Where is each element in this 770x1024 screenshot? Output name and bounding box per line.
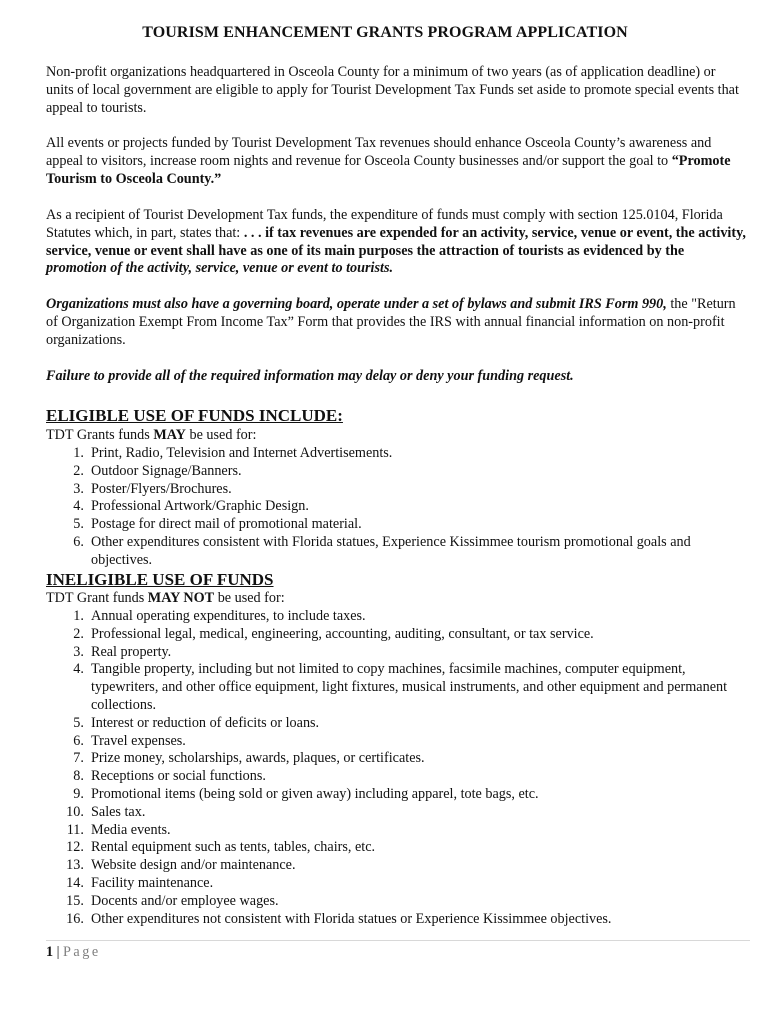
footer-separator: | (53, 944, 64, 960)
list-item-number: 1. (73, 608, 91, 624)
list-item-text: Other expenditures consistent with Florida statues, Experience Kissimmee tourism promotional goals and objectives. (91, 533, 691, 568)
list-item-number: 2. (73, 462, 91, 479)
list-item-text: Rental equipment such as tents, tables, chairs, etc. (91, 839, 376, 856)
ineligible-heading: INELIGIBLE USE OF FUNDS (46, 570, 274, 589)
list-item (46, 893, 746, 911)
list-item (46, 733, 746, 751)
list-item-text: Sales tax. (91, 803, 146, 820)
governance-text: the "Return of Organization Exempt From Income Tax” Form that provides the IRS with annual financial information on non-profit organizations. (46, 296, 736, 348)
list-item (46, 715, 746, 733)
list-item-text: Media events. (91, 821, 171, 838)
list-item (46, 839, 746, 857)
list-item-number: 8. (73, 768, 91, 785)
list-item-number: 3. (73, 643, 91, 660)
list-item-number: 12. (66, 839, 91, 856)
list-item-text: Prize money, scholarships, awards, plaques, or certificates. (91, 750, 425, 767)
list-item-text: Print, Radio, Television and Internet Advertisements. (91, 445, 393, 461)
list-item (46, 463, 746, 481)
eligibility-paragraph: Non-profit organizations headquartered in Osceola County for a minimum of two years (as of application deadline) or units of local government are eligible to apply for Tourist Development Tax Funds set aside to promote special events that appeal to tourists. (46, 64, 739, 116)
list-item-number: 9. (73, 785, 91, 802)
list-item (46, 786, 746, 804)
list-item-number: 16. (66, 910, 91, 927)
statute-text: As a recipient of Tourist Development Tax funds, the expenditure of funds must comply with section 125.0104, Florida Statutes which, in part, states that: (46, 207, 723, 241)
list-item (46, 750, 746, 768)
list-item-number: 6. (73, 533, 91, 550)
list-item-text: Tangible property, including but not limited to copy machines, facsimile machines, computer equipment, typewriters, and other office equipment, light fixtures, musical instruments, and other equipment and permanent collections. (91, 661, 728, 713)
goal-slogan: “Promote Tourism to Osceola County.” (46, 152, 731, 187)
statute-quote-emphasis: promotion of the activity, service, venue or event to tourists. (46, 260, 394, 277)
list-item (46, 875, 746, 893)
eligible-intro-emphasis: MAY (153, 427, 186, 443)
list-item-number: 11. (66, 821, 91, 838)
list-item-text: Website design and/or maintenance. (91, 857, 296, 874)
list-item-number: 4. (73, 498, 91, 515)
eligible-list (46, 445, 746, 570)
ineligible-intro-text: TDT Grant funds (46, 590, 148, 606)
list-item-text: Receptions or social functions. (91, 768, 266, 785)
list-item (46, 608, 746, 626)
ineligible-intro-emphasis: MAY NOT (147, 590, 215, 606)
eligible-intro-text: TDT Grants funds (46, 427, 154, 443)
list-item-number: 1. (73, 445, 91, 461)
list-item-number: 5. (73, 516, 91, 533)
list-item-text: Real property. (91, 643, 172, 660)
eligible-intro-tail: be used for: (185, 427, 257, 443)
list-item-number: 7. (73, 750, 91, 767)
list-item-number: 4. (73, 661, 91, 678)
list-item (46, 644, 746, 662)
list-item-number: 2. (73, 625, 91, 642)
list-item (46, 626, 746, 644)
list-item (46, 481, 746, 499)
statute-paragraph (46, 207, 746, 278)
page-label: Page (63, 944, 101, 960)
list-item (46, 768, 746, 786)
list-item (46, 445, 746, 463)
list-item-number: 14. (66, 874, 91, 891)
eligible-intro (46, 427, 256, 445)
list-item-number: 13. (66, 857, 91, 874)
list-item (46, 857, 746, 875)
warning-text: Failure to provide all of the required information may delay or deny your funding request. (46, 368, 574, 384)
list-item (46, 804, 746, 822)
eligible-heading: ELIGIBLE USE OF FUNDS INCLUDE: (46, 406, 343, 425)
document-title: TOURISM ENHANCEMENT GRANTS PROGRAM APPLICATION (142, 24, 628, 41)
goal-text: All events or projects funded by Tourist Development Tax revenues should enhance Osceola County’s awareness and appeal to visitors, increase room nights and revenue for Osceola County businesses and/or support the goal to (46, 135, 712, 169)
governance-emphasis: Organizations must also have a governing board, operate under a set of bylaws and submit IRS Form 990, (46, 296, 667, 312)
list-item-text: Annual operating expenditures, to include taxes. (91, 608, 366, 624)
ineligible-intro (46, 590, 285, 608)
list-item-text: Travel expenses. (91, 732, 186, 749)
list-item-number: 3. (73, 480, 91, 497)
ineligible-intro-tail: be used for: (214, 590, 285, 606)
list-item-text: Professional Artwork/Graphic Design. (91, 498, 309, 515)
footer-divider (46, 940, 750, 941)
statute-quote: . . . if tax revenues are expended for an activity, service, venue or event, the activity, service, venue or event shall have as one of its main purposes the attraction of tourists as evidenced by the (46, 224, 746, 259)
list-item-text: Other expenditures not consistent with Florida statues or Experience Kissimmee objectives. (91, 910, 612, 927)
list-item (46, 516, 746, 534)
warning-paragraph (46, 368, 746, 386)
list-item-number: 10. (66, 803, 91, 820)
list-item-text: Postage for direct mail of promotional material. (91, 516, 362, 533)
list-item-text: Poster/Flyers/Brochures. (91, 480, 232, 497)
ineligible-list (46, 608, 746, 928)
list-item-text: Interest or reduction of deficits or loans. (91, 714, 320, 731)
list-item (46, 822, 746, 840)
list-item (46, 661, 746, 714)
list-item-text: Outdoor Signage/Banners. (91, 462, 242, 479)
list-item (46, 498, 746, 516)
list-item (46, 534, 746, 570)
list-item-text: Promotional items (being sold or given away) including apparel, tote bags, etc. (91, 785, 539, 802)
page-footer (46, 944, 101, 961)
list-item-number: 6. (73, 732, 91, 749)
page-number: 1 (46, 944, 54, 960)
list-item-number: 15. (66, 892, 91, 909)
list-item-text: Facility maintenance. (91, 874, 214, 891)
list-item-text: Professional legal, medical, engineering, accounting, auditing, consultant, or tax service. (91, 625, 594, 642)
list-item-number: 5. (73, 714, 91, 731)
goal-paragraph (46, 135, 746, 188)
governance-paragraph (46, 296, 746, 349)
list-item-text: Docents and/or employee wages. (91, 892, 279, 909)
list-item (46, 911, 746, 929)
